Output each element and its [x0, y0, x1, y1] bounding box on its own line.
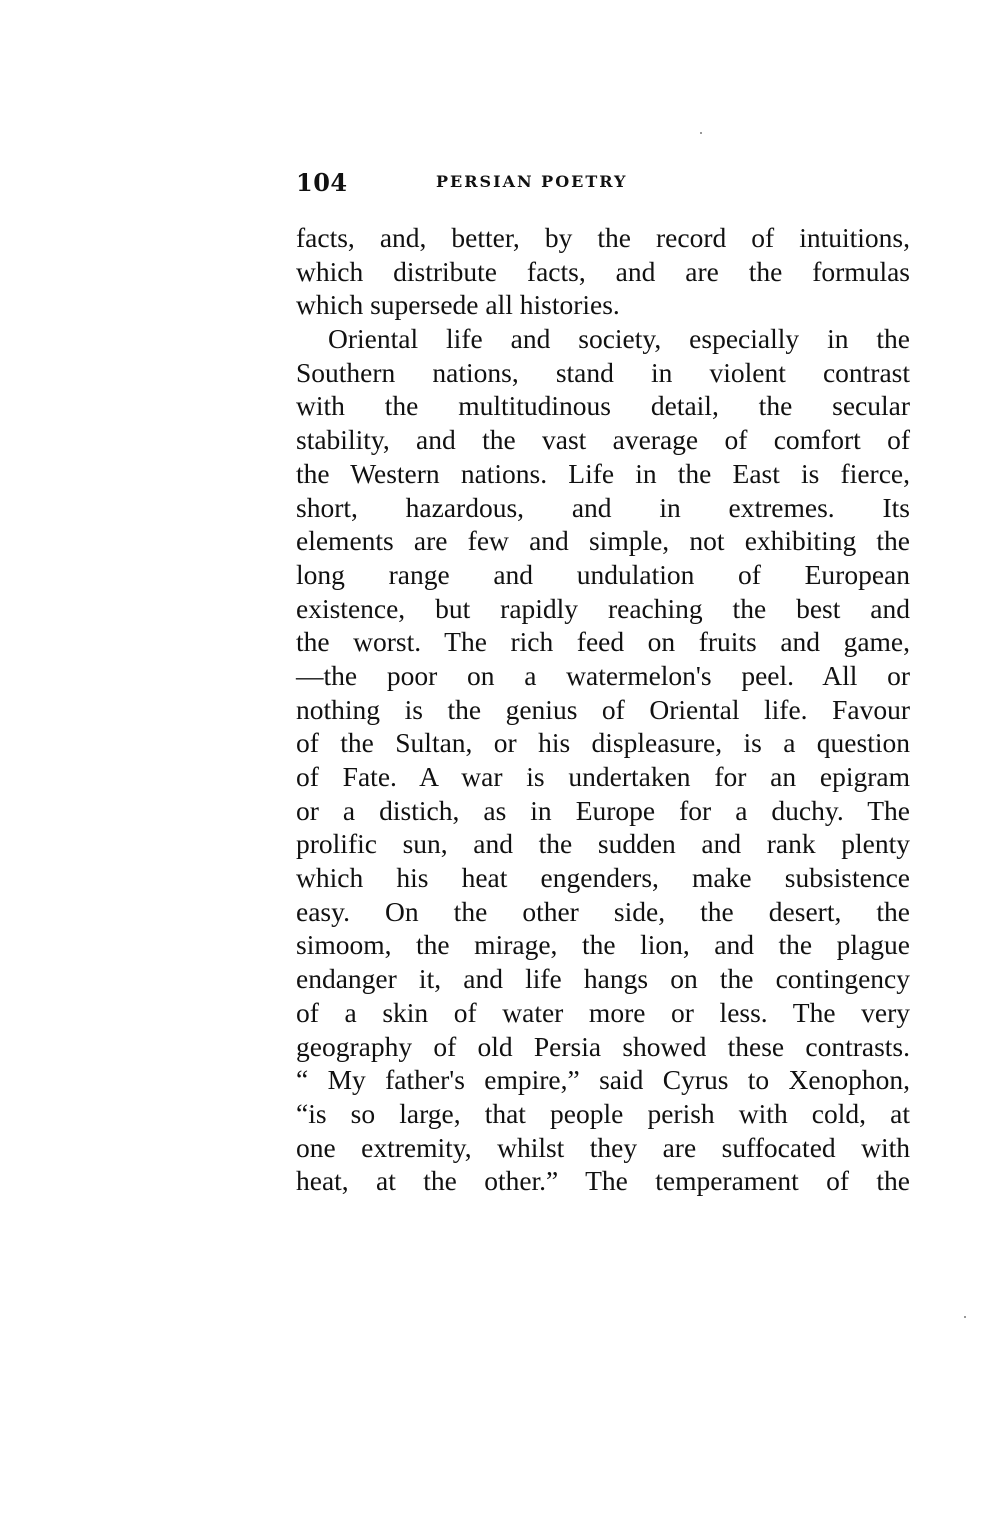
- text-line: simoom, the mirage, the lion, and the plague: [296, 929, 910, 961]
- text-line: which his heat engenders, make subsistence: [296, 862, 910, 894]
- text-line: with the multitudinous detail, the secular: [296, 390, 910, 422]
- running-head: [296, 168, 910, 198]
- text-line: endanger it, and life hangs on the contingency: [296, 963, 910, 995]
- text-line: Oriental life and society, especially in the: [328, 323, 910, 355]
- text-line: facts, and, better, by the record of intuitions,: [296, 222, 910, 253]
- text-line: one extremity, whilst they are suffocated with: [296, 1131, 910, 1163]
- text-line: the Western nations. Life in the East is fierce,: [296, 457, 910, 489]
- running-title: PERSIAN POETRY: [436, 172, 628, 191]
- text-line: stability, and the vast average of comfort of: [296, 424, 910, 456]
- body-text: [296, 221, 910, 1198]
- text-line: existence, but rapidly reaching the best and: [296, 592, 910, 624]
- text-line: of the Sultan, or his displeasure, is a question: [296, 727, 910, 759]
- paper-speck: [964, 1316, 966, 1318]
- text-line: easy. On the other side, the desert, the: [296, 895, 910, 927]
- text-line: which supersede all histories.: [296, 289, 620, 321]
- text-line: Southern nations, stand in violent contrast: [296, 356, 910, 388]
- text-line: —the poor on a watermelon's peel. All or: [296, 659, 910, 691]
- paper-speck: [700, 132, 702, 134]
- text-line: prolific sun, and the sudden and rank plenty: [296, 828, 910, 860]
- text-line: “ My father's empire,” said Cyrus to Xenophon,: [296, 1064, 910, 1096]
- text-line: geography of old Persia showed these contrasts.: [296, 1030, 910, 1062]
- text-line: heat, at the other.” The temperament of the: [296, 1165, 910, 1197]
- text-line: or a distich, as in Europe for a duchy. The: [296, 794, 910, 826]
- text-line: “is so large, that people perish with cold, at: [296, 1097, 910, 1129]
- text-line: elements are few and simple, not exhibiting the: [296, 525, 910, 557]
- text-line: short, hazardous, and in extremes. Its: [296, 491, 910, 523]
- text-line: the worst. The rich feed on fruits and game,: [296, 626, 910, 658]
- text-line: nothing is the genius of Oriental life. Favour: [296, 693, 910, 725]
- text-line: long range and undulation of European: [296, 558, 910, 590]
- page-number: 104: [296, 168, 348, 197]
- text-line: which distribute facts, and are the formulas: [296, 255, 910, 287]
- text-line: of Fate. A war is undertaken for an epigram: [296, 761, 910, 792]
- text-line: of a skin of water more or less. The very: [296, 996, 910, 1028]
